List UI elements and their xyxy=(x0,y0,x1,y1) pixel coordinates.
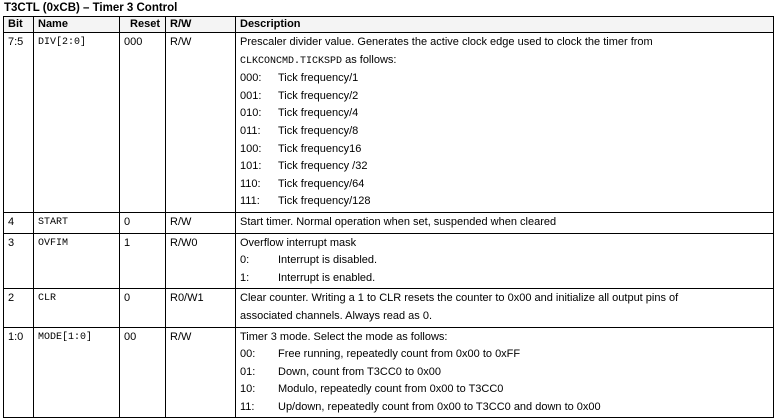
option-text: Interrupt is disabled. xyxy=(278,254,378,267)
rw-cell: R/W xyxy=(166,33,236,213)
header-description: Description xyxy=(236,17,774,33)
description-cell xyxy=(236,289,774,327)
description-suffix: as follows: xyxy=(342,53,397,66)
option-text: Tick frequency /32 xyxy=(278,160,368,173)
option-code: 011: xyxy=(240,124,261,137)
option-code: 10: xyxy=(240,383,256,396)
register-title: T3CTL (0xCB) – Timer 3 Control xyxy=(4,2,178,14)
rw-cell: R/W xyxy=(166,327,236,418)
option-text: Interrupt is enabled. xyxy=(278,271,376,284)
option-code: 01: xyxy=(240,365,256,378)
description-text xyxy=(240,52,773,71)
table-row xyxy=(4,233,774,289)
table-row xyxy=(4,289,774,327)
reset-cell: 000 xyxy=(120,33,166,213)
option-text: Tick frequency/1 xyxy=(278,72,359,85)
option-code: 0: xyxy=(240,254,250,267)
description-text: Overflow interrupt mask xyxy=(240,236,357,249)
option-text: Free running, repeatedly count from 0x00 to 0xFF xyxy=(278,348,521,361)
option-item xyxy=(240,364,773,382)
option-item xyxy=(240,176,773,194)
name-cell: DIV[2:0] xyxy=(34,33,120,213)
option-code: 010: xyxy=(240,107,262,120)
name-cell: CLR xyxy=(34,289,120,327)
description-text: Timer 3 mode. Select the mode as follows: xyxy=(240,330,448,343)
bit-cell: 1:0 xyxy=(4,327,34,418)
option-code: 100: xyxy=(240,142,262,155)
option-text: Modulo, repeatedly count from 0x00 to T3CC0 xyxy=(278,383,504,396)
option-text: Tick frequency/64 xyxy=(278,177,365,190)
header-reset: Reset xyxy=(120,17,166,33)
option-code: 000: xyxy=(240,72,262,85)
reset-cell: 0 xyxy=(120,212,166,233)
table-row xyxy=(4,33,774,213)
option-item xyxy=(240,346,773,364)
option-item xyxy=(240,70,773,88)
option-code: 001: xyxy=(240,89,262,102)
name-cell: START xyxy=(34,212,120,233)
option-text: Tick frequency/128 xyxy=(278,195,371,208)
option-item xyxy=(240,141,773,159)
rw-cell: R0/W1 xyxy=(166,289,236,327)
description-cell xyxy=(236,33,774,213)
option-code: 101: xyxy=(240,160,262,173)
table-row xyxy=(4,212,774,233)
bit-cell: 3 xyxy=(4,233,34,289)
description-cell xyxy=(236,212,774,233)
option-item xyxy=(240,193,773,211)
option-code: 111: xyxy=(240,195,260,208)
option-text: Down, count from T3CC0 to 0x00 xyxy=(278,365,442,378)
option-item xyxy=(240,105,773,123)
option-item xyxy=(240,158,773,176)
option-item xyxy=(240,123,773,141)
header-row xyxy=(4,17,774,33)
reset-cell: 0 xyxy=(120,289,166,327)
option-item xyxy=(240,270,773,288)
option-code: 110: xyxy=(240,177,261,190)
reset-cell: 1 xyxy=(120,233,166,289)
header-rw: R/W xyxy=(166,17,236,33)
option-text: Tick frequency/4 xyxy=(278,107,359,120)
description-text: Prescaler divider value. Generates the active clock edge used to clock the timer from xyxy=(240,36,653,48)
bit-cell: 2 xyxy=(4,289,34,327)
bit-cell: 7:5 xyxy=(4,33,34,213)
name-cell: MODE[1:0] xyxy=(34,327,120,418)
rw-cell: R/W xyxy=(166,212,236,233)
description-cell xyxy=(236,327,774,418)
description-cell xyxy=(236,233,774,289)
option-item xyxy=(240,88,773,106)
option-text: Tick frequency16 xyxy=(278,142,362,155)
register-table xyxy=(3,16,774,418)
option-code: 11: xyxy=(240,400,255,413)
option-text: Tick frequency/2 xyxy=(278,89,359,102)
option-item xyxy=(240,252,773,270)
description-text: Clear counter. Writing a 1 to CLR resets the counter to 0x00 and initialize all output pins of xyxy=(240,292,679,305)
header-name: Name xyxy=(34,17,120,33)
description-text: Start timer. Normal operation when set, suspended when cleared xyxy=(240,215,557,228)
option-item xyxy=(240,381,773,399)
name-cell: OVFIM xyxy=(34,233,120,289)
table-row xyxy=(4,327,774,418)
bit-cell: 4 xyxy=(4,212,34,233)
description-text: associated channels. Always read as 0. xyxy=(240,309,433,322)
reset-cell: 00 xyxy=(120,327,166,418)
header-bit: Bit xyxy=(4,17,34,33)
option-code: 00: xyxy=(240,348,256,361)
option-code: 1: xyxy=(240,271,250,284)
rw-cell: R/W0 xyxy=(166,233,236,289)
option-text: Tick frequency/8 xyxy=(278,124,359,137)
option-text: Up/down, repeatedly count from 0x00 to T3CC0 and down to 0x00 xyxy=(278,400,601,413)
register-field-ref: CLKCONCMD.TICKSPD xyxy=(240,55,343,67)
